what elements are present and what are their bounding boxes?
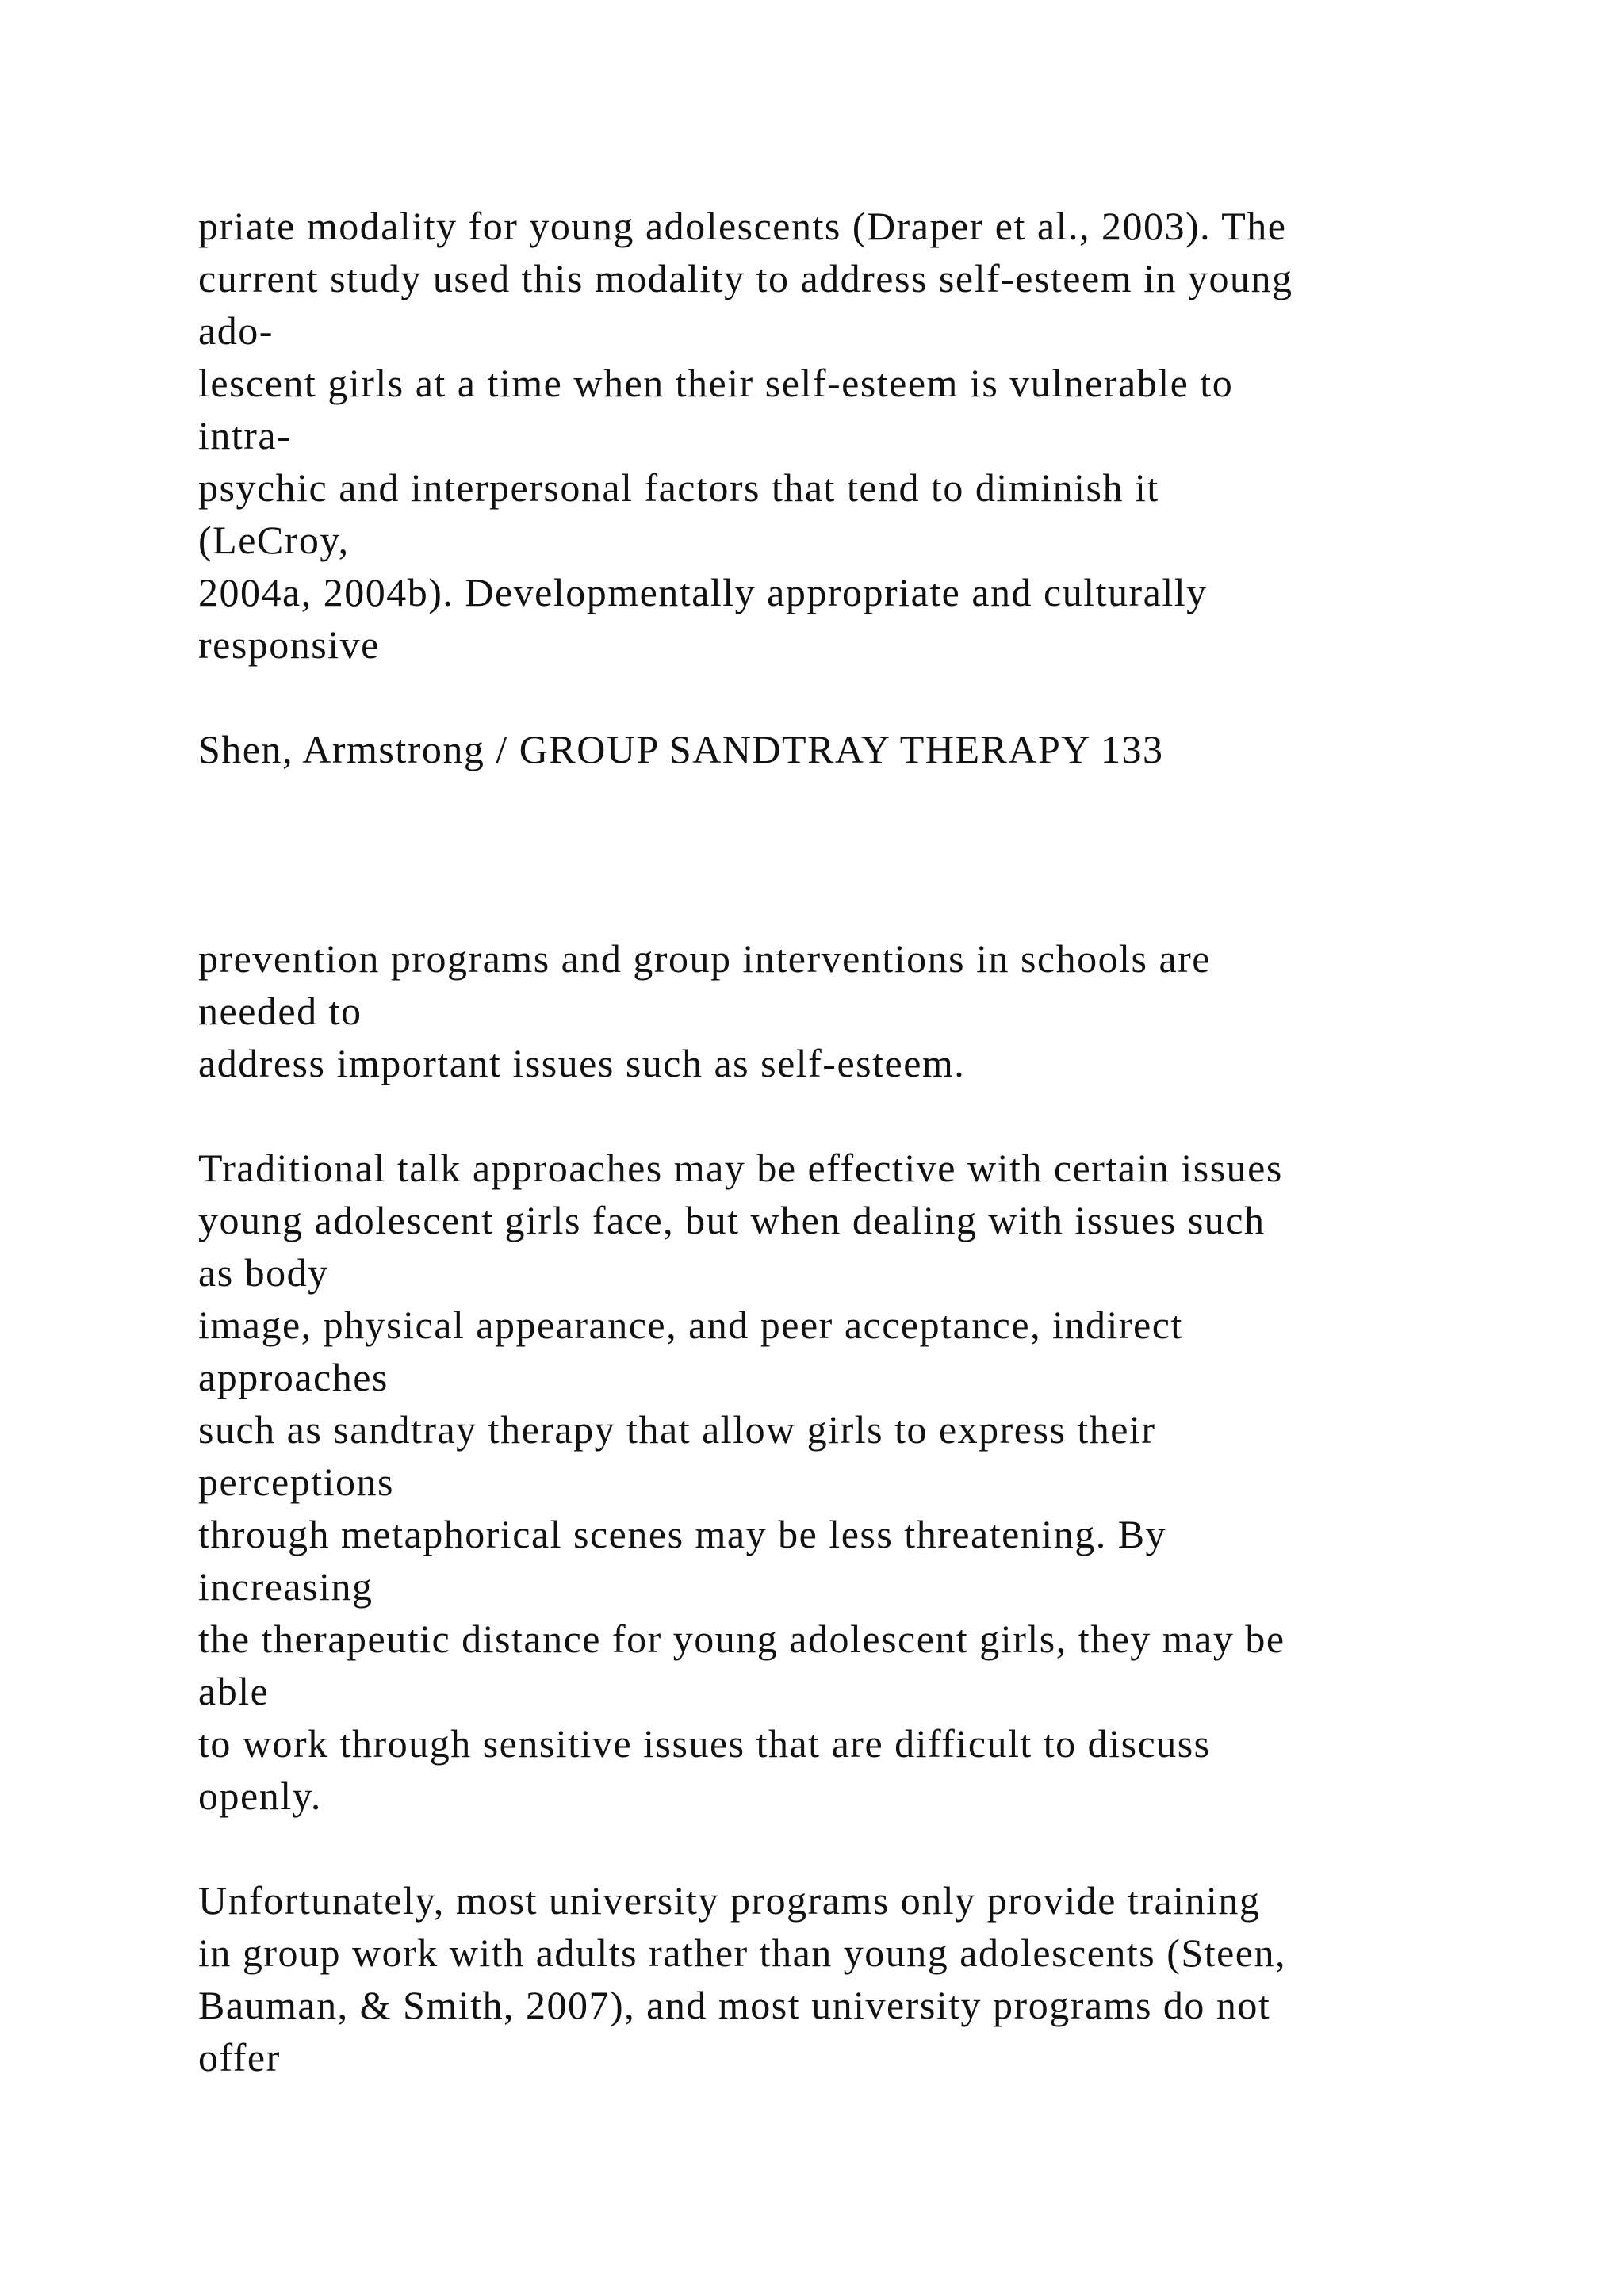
text-line: lescent girls at a time when their self-esteem is vulnerable to bbox=[198, 361, 1234, 405]
running-header: Shen, Armstrong / GROUP SANDTRAY THERAPY 133 bbox=[198, 727, 1164, 771]
text-line: (LeCroy, bbox=[198, 518, 350, 562]
text-line: in group work with adults rather than young adolescents (Steen, bbox=[198, 1931, 1286, 1975]
text-line: perceptions bbox=[198, 1460, 394, 1504]
text-line: ado- bbox=[198, 308, 274, 353]
text-line: current study used this modality to address self-esteem in young bbox=[198, 256, 1293, 300]
text-line: such as sandtray therapy that allow girls to express their bbox=[198, 1407, 1156, 1452]
text-line: to work through sensitive issues that are difficult to discuss bbox=[198, 1721, 1211, 1766]
text-line: 2004a, 2004b). Developmentally appropriate and culturally bbox=[198, 570, 1208, 614]
text-line: intra- bbox=[198, 413, 292, 457]
text-line: increasing bbox=[198, 1564, 373, 1609]
text-line: priate modality for young adolescents (Draper et al., 2003). The bbox=[198, 204, 1287, 248]
text-line: the therapeutic distance for young adolescent girls, they may be bbox=[198, 1617, 1285, 1661]
text-line: Bauman, & Smith, 2007), and most university programs do not bbox=[198, 1983, 1271, 2027]
text-line: Unfortunately, most university programs only provide training bbox=[198, 1878, 1261, 1923]
text-line: young adolescent girls face, but when dealing with issues such bbox=[198, 1198, 1266, 1242]
text-line: Traditional talk approaches may be effective with certain issues bbox=[198, 1146, 1283, 1190]
text-line: prevention programs and group interventions in schools are bbox=[198, 936, 1211, 981]
text-line: as body bbox=[198, 1250, 329, 1295]
text-line: responsive bbox=[198, 622, 380, 667]
text-line: through metaphorical scenes may be less threatening. By bbox=[198, 1512, 1167, 1556]
text-line: address important issues such as self-esteem. bbox=[198, 1041, 966, 1085]
text-line: image, physical appearance, and peer acceptance, indirect bbox=[198, 1303, 1183, 1347]
text-line: openly. bbox=[198, 1774, 322, 1818]
text-line: able bbox=[198, 1669, 270, 1713]
text-line: approaches bbox=[198, 1355, 389, 1399]
text-line: needed to bbox=[198, 989, 362, 1033]
text-line: psychic and interpersonal factors that tend to diminish it bbox=[198, 465, 1159, 510]
text-line: offer bbox=[198, 2035, 281, 2080]
